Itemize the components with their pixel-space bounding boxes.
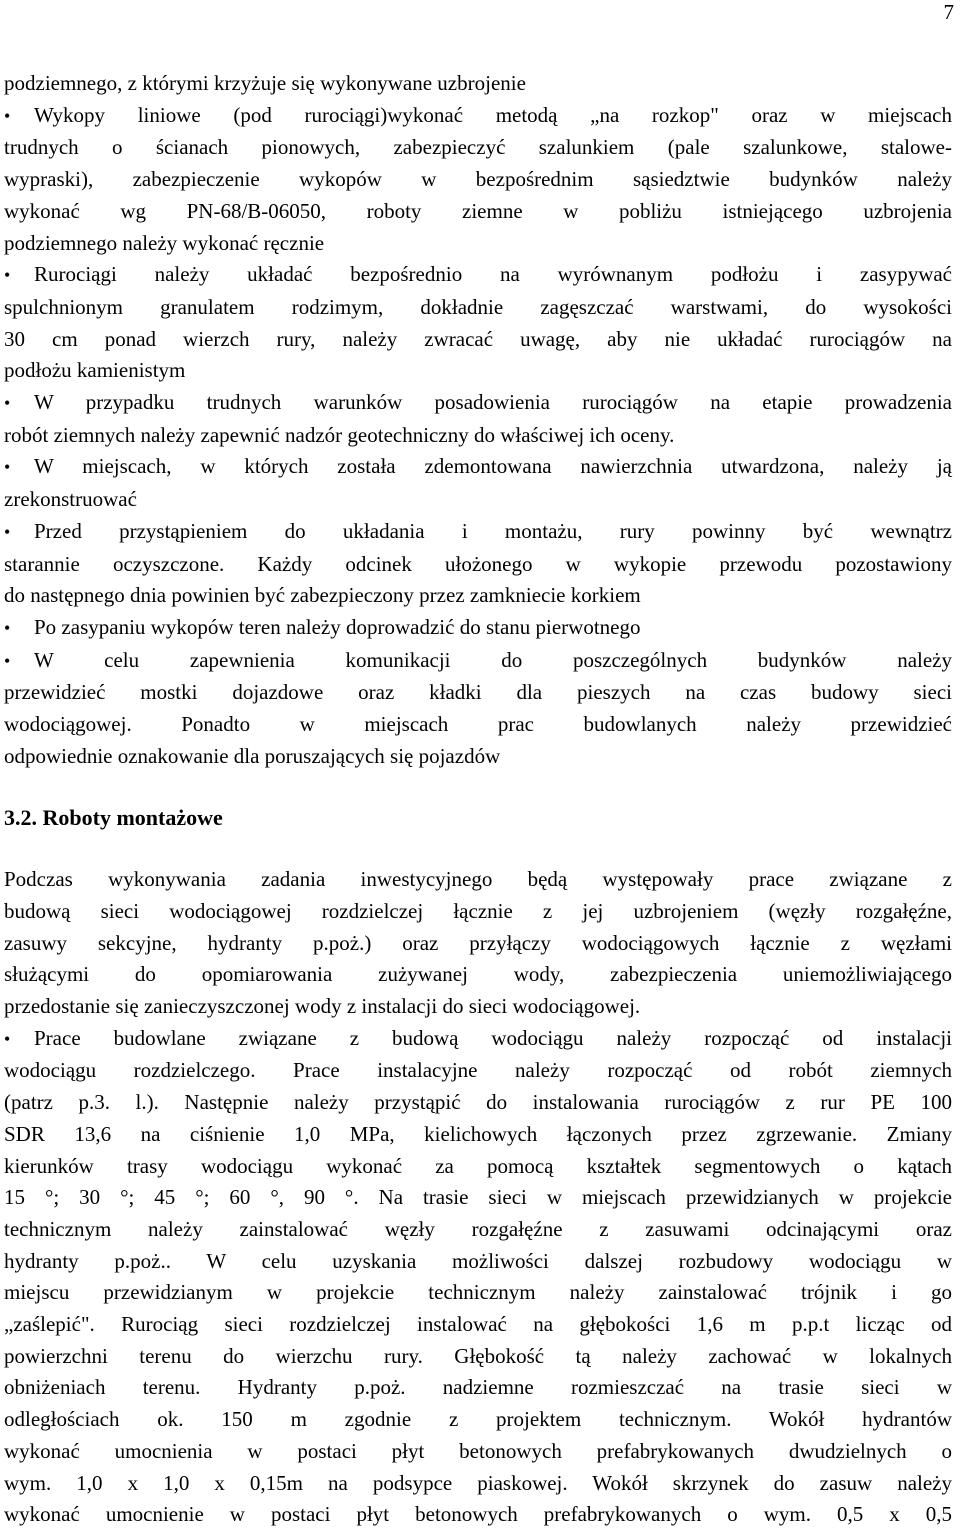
- list-item-line: miejscu przewidzianym w projekcie technicznym należy zainstalować trójnik i go: [4, 1280, 952, 1305]
- list-item: [4, 1023, 952, 1531]
- list-item-line: (patrz p.3. l.). Następnie należy przystąpić do instalowania rurociągów z rur PE 100: [4, 1090, 952, 1115]
- list-item-line: robót ziemnych należy zapewnić nadzór geotechniczny do właściwej ich oceny.: [4, 422, 675, 447]
- paragraph-line: Podczas wykonywania zadania inwestycyjnego będą występowały prace związane z: [4, 867, 952, 892]
- list-item-first-line: Przed przystąpieniem do układania i montażu, rury powinny być wewnątrz: [34, 518, 952, 543]
- list-item-line: wykonać wg PN-68/B-06050, roboty ziemne w pobliżu istniejącego uzbrojenia: [4, 198, 952, 223]
- list-item-first-line: W miejscach, w których została zdemontowana nawierzchnia utwardzona, należy ją: [34, 454, 952, 479]
- list-item-line: wykonać umocnienie w postaci płyt betonowych prefabrykowanych o wym. 0,5 x 0,5: [4, 1502, 952, 1527]
- list-item-line: wodociągowej. Ponadto w miejscach prac budowlanych należy przewidzieć: [4, 712, 952, 737]
- bullet-icon: •: [4, 457, 11, 478]
- paragraph-line: przedostanie się zanieczyszczonej wody z instalacji do sieci wodociągowej.: [4, 993, 641, 1018]
- section-heading: 3.2. Roboty montażowe: [4, 805, 223, 831]
- list-item: [4, 387, 952, 451]
- list-item: [4, 645, 952, 773]
- list-item-line: hydranty p.poż.. W celu uzyskania możliwości dalszej rozbudowy wodociągu w: [4, 1248, 952, 1273]
- paragraph-assembly-works: [4, 864, 952, 1023]
- list-item: [4, 612, 952, 645]
- list-item-line: obniżeniach terenu. Hydranty p.poż. nadziemne rozmieszczać na trasie sieci w: [4, 1375, 952, 1400]
- list-item-first-line: W przypadku trudnych warunków posadowienia rurociągów na etapie prowadzenia: [34, 390, 952, 415]
- list-item-line: podziemnego należy wykonać ręcznie: [4, 230, 325, 255]
- paragraph-line: zasuwy sekcyjne, hydranty p.poż.) oraz przyłączy wodociągowych łącznie z węzłami: [4, 930, 952, 955]
- list-item-first-line: Po zasypaniu wykopów teren należy doprowadzić do stanu pierwotnego: [34, 614, 641, 639]
- bullet-icon: •: [4, 393, 11, 414]
- list-item-line: powierzchni terenu do wierzchu rury. Głębokość tą należy zachować w lokalnych: [4, 1343, 952, 1368]
- list-item-line: wodociągu rozdzielczego. Prace instalacyjne należy rozpocząć od robót ziemnych: [4, 1058, 952, 1083]
- bullet-icon: •: [4, 521, 11, 542]
- bullet-list-earthworks: [4, 100, 952, 773]
- paragraph-line: służącymi do opomiarowania zużywanej wody, zabezpieczenia uniemożliwiającego: [4, 962, 952, 987]
- list-item-line: przewidzieć mostki dojazdowe oraz kładki dla pieszych na czas budowy sieci: [4, 680, 952, 705]
- list-item-line: wykonać umocnienia w postaci płyt betonowych prefabrykowanych dwudzielnych o: [4, 1438, 952, 1463]
- document-body: [4, 68, 952, 1531]
- list-item-line: odpowiednie oznakowanie dla poruszających się pojazdów: [4, 743, 501, 768]
- bullet-list-assembly: [4, 1023, 952, 1531]
- list-item-line: trudnych o ścianach pionowych, zabezpieczyć szalunkiem (pale szalunkowe, stalowe-: [4, 135, 952, 160]
- bullet-icon: •: [4, 105, 11, 126]
- list-item-line: do następnego dnia powinien być zabezpieczony przez zamkniecie korkiem: [4, 583, 641, 608]
- list-item-line: SDR 13,6 na ciśnienie 1,0 MPa, kielichowych łączonych przez zgrzewanie. Zmiany: [4, 1121, 952, 1146]
- bullet-icon: •: [4, 650, 11, 671]
- bullet-icon: •: [4, 1028, 11, 1049]
- bullet-icon: •: [4, 265, 11, 286]
- list-item-line: technicznym należy zainstalować węzły rozgałęźne z zasuwami odcinającymi oraz: [4, 1216, 952, 1241]
- intro-line: podziemnego, z którymi krzyżuje się wykonywane uzbrojenie: [4, 71, 526, 95]
- list-item-line: wym. 1,0 x 1,0 x 0,15m na podsypce piaskowej. Wokół skrzynek do zasuw należy: [4, 1470, 952, 1495]
- list-item-line: podłożu kamienistym: [4, 358, 186, 383]
- list-item-line: odległościach ok. 150 m zgodnie z projektem technicznym. Wokół hydrantów: [4, 1407, 952, 1432]
- list-item-first-line: Rurociągi należy układać bezpośrednio na wyrównanym podłożu i zasypywać: [34, 262, 952, 287]
- list-item-first-line: Wykopy liniowe (pod rurociągi)wykonać metodą „na rozkop" oraz w miejscach: [34, 102, 952, 127]
- list-item-first-line: Prace budowlane związane z budową wodociągu należy rozpocząć od instalacji: [34, 1025, 952, 1050]
- list-item-line: starannie oczyszczone. Każdy odcinek ułożonego w wykopie przewodu pozostawiony: [4, 551, 952, 576]
- list-item-line: 15 °; 30 °; 45 °; 60 °, 90 °. Na trasie sieci w miejscach przewidzianych w projekcie: [4, 1185, 952, 1210]
- list-item-line: wypraski), zabezpieczenie wykopów w bezpośrednim sąsiedztwie budynków należy: [4, 167, 952, 192]
- list-item: [4, 516, 952, 612]
- list-item-line: 30 cm ponad wierzch rury, należy zwracać uwagę, aby nie układać rurociągów na: [4, 326, 952, 351]
- list-item-first-line: W celu zapewnienia komunikacji do poszczególnych budynków należy: [34, 647, 952, 672]
- page-number: 7: [943, 0, 954, 24]
- list-item-line: kierunków trasy wodociągu wykonać za pomocą kształtek segmentowych o kątach: [4, 1153, 952, 1178]
- list-item-line: zrekonstruować: [4, 487, 137, 512]
- list-item-line: spulchnionym granulatem rodzimym, dokładnie zagęszczać warstwami, do wysokości: [4, 294, 952, 319]
- list-item-line: „zaślepić". Rurociąg sieci rozdzielczej instalować na głębokości 1,6 m p.p.t licząc od: [4, 1312, 952, 1337]
- bullet-icon: •: [4, 617, 11, 638]
- list-item: [4, 100, 952, 260]
- paragraph-line: budową sieci wodociągowej rozdzielczej łącznie z jej uzbrojeniem (węzły rozgałęźne,: [4, 898, 952, 923]
- list-item: [4, 259, 952, 387]
- list-item: [4, 451, 952, 515]
